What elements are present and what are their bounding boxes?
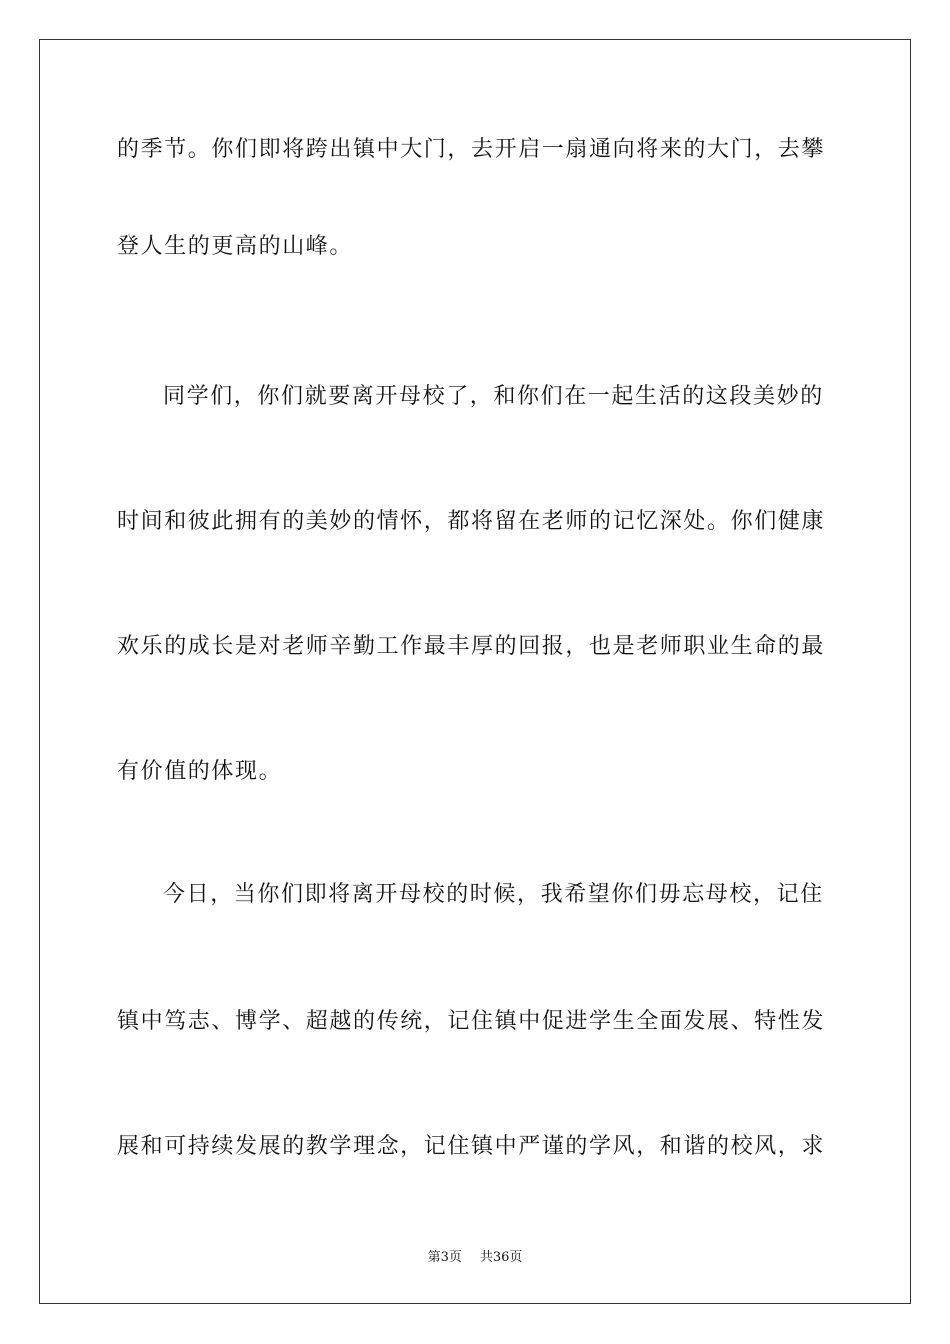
paragraph-line: 有价值的体现。 [117, 759, 283, 784]
paragraph-line: 欢乐的成长是对老师辛勤工作最丰厚的回报，也是老师职业生命的最 [117, 634, 826, 659]
paragraph-line: 今日，当你们即将离开母校的时候，我希望你们毋忘母校，记住 [163, 882, 824, 907]
paragraph-line: 的季节。你们即将跨出镇中大门，去开启一扇通向将来的大门，去攀 [117, 137, 826, 162]
paragraph-line: 展和可持续发展的教学理念，记住镇中严谨的学风，和谐的校风，求 [117, 1134, 826, 1159]
page-footer [0, 1246, 950, 1265]
paragraph-line: 登人生的更高的山峰。 [117, 234, 354, 259]
page-number: 第3页 [427, 1250, 462, 1265]
paragraph-line: 时间和彼此拥有的美妙的情怀，都将留在老师的记忆深处。你们健康 [117, 509, 826, 534]
total-pages: 共36页 [479, 1250, 523, 1265]
page-border [39, 39, 911, 1304]
paragraph-line: 镇中笃志、博学、超越的传统，记住镇中促进学生全面发展、特性发 [117, 1009, 826, 1034]
paragraph-line: 同学们，你们就要离开母校了，和你们在一起生活的这段美妙的 [163, 384, 824, 409]
